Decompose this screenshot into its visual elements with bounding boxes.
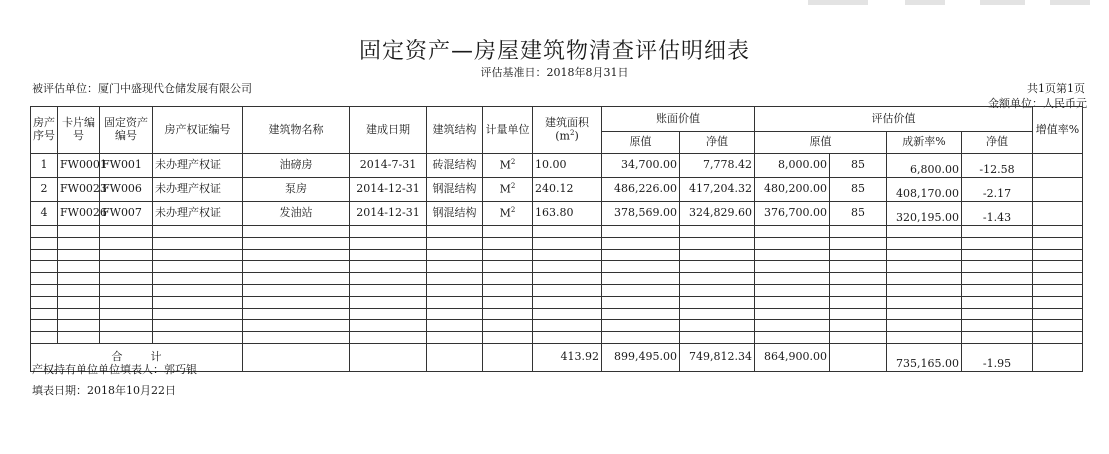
cell-date: 2014-12-31	[350, 178, 427, 202]
fill-date: 填表日期：2018年10月22日	[32, 384, 176, 397]
col-struct: 建筑结构	[427, 107, 483, 154]
cell-date: 2014-12-31	[350, 202, 427, 226]
empty-row	[31, 237, 1083, 249]
cell-asset: FW006	[100, 178, 153, 202]
cell-unit: $M^2$	[483, 178, 533, 202]
col-cert: 房产权证编号	[153, 107, 243, 154]
empty-row	[31, 273, 1083, 285]
cell-struct: 钢混结构	[427, 178, 483, 202]
cell-eval-orig: 8,000.00	[755, 154, 830, 178]
cell-growth: -1.43	[962, 202, 1033, 226]
total-area: 413.92	[533, 343, 602, 371]
cell-cert: 未办理产权证	[153, 178, 243, 202]
header-row-1	[31, 107, 1083, 132]
col-eval-orig: 原值	[755, 132, 887, 154]
col-unit: 计量单位	[483, 107, 533, 154]
scan-mark	[808, 0, 868, 5]
table-row	[31, 154, 1083, 178]
money-unit: 金额单位：人民币元	[988, 97, 1087, 110]
total-growth: -1.95	[962, 343, 1033, 371]
col-book-value: 账面价值	[602, 107, 755, 132]
cell-unit: $M^2$	[483, 154, 533, 178]
cell-unit: $M^2$	[483, 202, 533, 226]
cell-rate: 85	[830, 154, 887, 178]
col-book-net: 净值	[680, 132, 755, 154]
filler-name: 产权持有单位单位填表人：郭巧银	[32, 363, 197, 376]
empty-row	[31, 226, 1083, 238]
cell-seq: 2	[31, 178, 58, 202]
cell-growth: -12.58	[962, 154, 1033, 178]
cell-book-orig: 378,569.00	[602, 202, 680, 226]
col-seq: 房产序号	[31, 107, 58, 154]
total-book-net: 749,812.34	[680, 343, 755, 371]
col-book-orig: 原值	[602, 132, 680, 154]
table-row	[31, 202, 1083, 226]
col-eval-value: 评估价值	[755, 107, 1033, 132]
base-date: 评估基准日：2018年8月31日	[480, 66, 629, 79]
empty-row	[31, 249, 1083, 261]
cell-cert: 未办理产权证	[153, 202, 243, 226]
cell-name: 油磅房	[243, 154, 350, 178]
cell-book-orig: 486,226.00	[602, 178, 680, 202]
cell-cert: 未办理产权证	[153, 154, 243, 178]
cell-eval-net: 320,195.00	[887, 202, 962, 226]
total-eval-net: 735,165.00	[887, 343, 962, 371]
page-count: 共1页第1页	[1027, 82, 1085, 95]
evaluated-unit: 被评估单位：厦门中盛现代仓储发展有限公司	[32, 82, 252, 95]
cell-name: 发油站	[243, 202, 350, 226]
col-eval-net: 净值	[962, 132, 1033, 154]
cell-eval-net: 408,170.00	[887, 178, 962, 202]
document-title: 固定资产—房屋建筑物清查评估明细表	[358, 39, 750, 64]
cell-asset: FW001	[100, 154, 153, 178]
scan-mark	[1050, 0, 1090, 5]
cell-area: 163.80	[533, 202, 602, 226]
empty-row	[31, 332, 1083, 344]
cell-rate: 85	[830, 202, 887, 226]
col-growth: 增值率%	[1033, 107, 1083, 154]
total-book-orig: 899,495.00	[602, 343, 680, 371]
cell-book-orig: 34,700.00	[602, 154, 680, 178]
col-area-label: 建筑面积	[545, 115, 589, 129]
cell-growth: -2.17	[962, 178, 1033, 202]
col-name: 建筑物名称	[243, 107, 350, 154]
col-date: 建成日期	[350, 107, 427, 154]
cell-book-net: 324,829.60	[680, 202, 755, 226]
scan-mark	[980, 0, 1025, 5]
cell-note	[1033, 178, 1083, 202]
cell-card: FW0023	[58, 178, 100, 202]
total-label: 合 计	[31, 343, 243, 371]
cell-struct: 砖混结构	[427, 154, 483, 178]
cell-seq: 4	[31, 202, 58, 226]
col-eval-rate: 成新率%	[887, 132, 962, 154]
cell-note	[1033, 202, 1083, 226]
cell-struct: 钢混结构	[427, 202, 483, 226]
cell-asset: FW007	[100, 202, 153, 226]
cell-date: 2014-7-31	[350, 154, 427, 178]
cell-name: 泵房	[243, 178, 350, 202]
cell-seq: 1	[31, 154, 58, 178]
cell-card: FW0001	[58, 154, 100, 178]
col-area	[533, 107, 602, 154]
cell-book-net: 7,778.42	[680, 154, 755, 178]
empty-row	[31, 284, 1083, 296]
col-card: 卡片编号	[58, 107, 100, 154]
col-area-unit: $(m^2)$	[555, 129, 579, 143]
empty-row	[31, 308, 1083, 320]
total-eval-orig: 864,900.00	[755, 343, 830, 371]
empty-row	[31, 261, 1083, 273]
table-row	[31, 178, 1083, 202]
cell-eval-net: 6,800.00	[887, 154, 962, 178]
empty-row	[31, 320, 1083, 332]
cell-area: 10.00	[533, 154, 602, 178]
cell-eval-orig: 480,200.00	[755, 178, 830, 202]
cell-eval-orig: 376,700.00	[755, 202, 830, 226]
cell-card: FW0026	[58, 202, 100, 226]
scan-mark	[905, 0, 945, 5]
col-asset: 固定资产编号	[100, 107, 153, 154]
asset-table	[30, 106, 1083, 372]
cell-area: 240.12	[533, 178, 602, 202]
cell-note	[1033, 154, 1083, 178]
cell-book-net: 417,204.32	[680, 178, 755, 202]
empty-row	[31, 296, 1083, 308]
cell-rate: 85	[830, 178, 887, 202]
